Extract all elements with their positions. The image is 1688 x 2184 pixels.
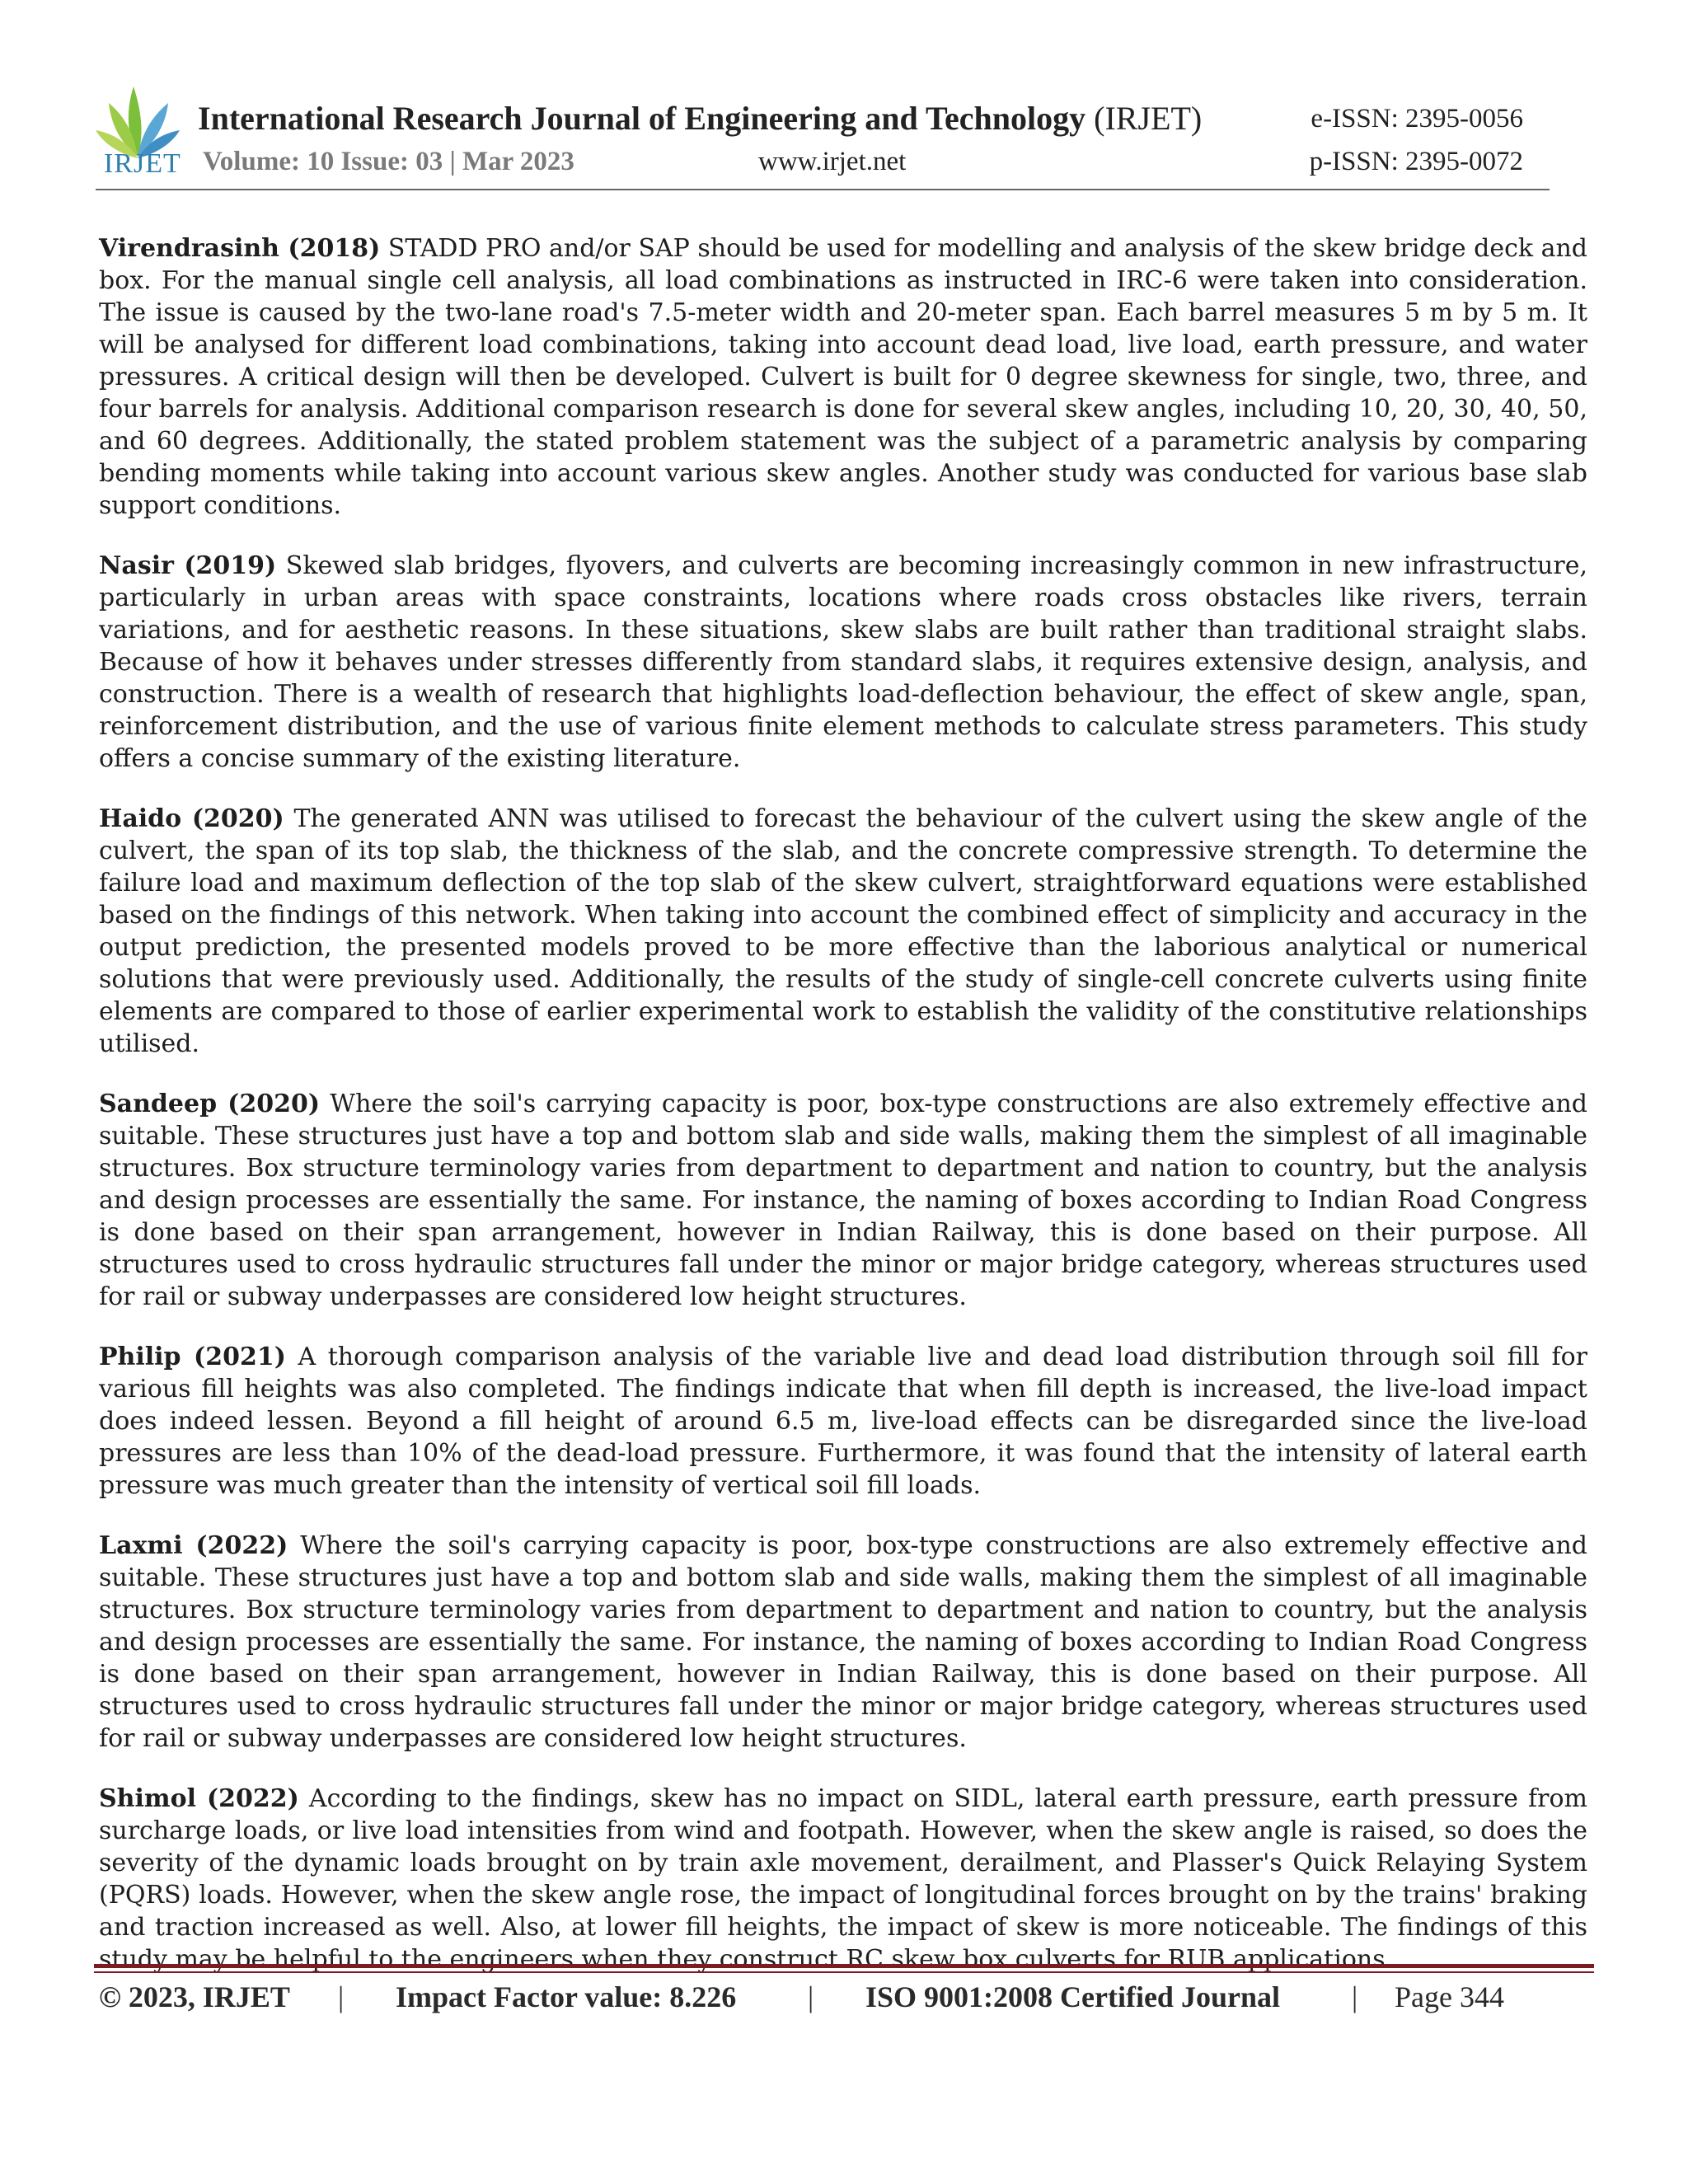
footer-separator: | bbox=[808, 1980, 814, 2013]
paragraph-text: A thorough comparison analysis of the variable live and dead load distribution through soil fill for various fill heights was also completed. The findings indicate that when fill depth is increased, the live-load impact does indeed lessen. Beyond a fill height of around 6.5 m, live-load effects can be disregarded since the live-load pressures are less than 10% of the dead-load pressure. Furthermore, it was found that the intensity of lateral earth pressure was much greater than the intensity of vertical soil fill loads. bbox=[99, 1343, 1588, 1500]
paragraph-nasir bbox=[99, 550, 1587, 775]
paragraph-haido bbox=[99, 803, 1587, 1060]
paragraph-virendrasinh bbox=[99, 232, 1587, 522]
article-body bbox=[99, 232, 1587, 2004]
paragraph-laxmi bbox=[99, 1530, 1587, 1755]
paragraph-text: Skewed slab bridges, flyovers, and culverts are becoming increasingly common in new infrastructure, particularly in urban areas with space constraints, locations where roads cross obstacles like rivers, terrain variations, and for aesthetic reasons. In these situations, skew slabs are built rather than traditional straight slabs. Because of how it behaves under stresses differently from standard slabs, it requires extensive design, analysis, and construction. There is a wealth of research that highlights load-deflection behaviour, the effect of skew angle, span, reinforcement distribution, and the use of various finite element methods to calculate stress parameters. This study offers a concise summary of the existing literature. bbox=[99, 551, 1588, 773]
volume-issue: Volume: 10 Issue: 03 | Mar 2023 bbox=[203, 147, 574, 176]
paragraph-text: The generated ANN was utilised to forecast the behaviour of the culvert using the skew angle of the culvert, the span of its top slab, the thickness of the slab, and the concrete compressive strength. To determine the failure load and maximum deflection of the top slab of the skew culvert, straightforward equations were established based on the findings of this network. When taking into account the combined effect of simplicity and accuracy in the output prediction, the presented models proved to be more effective than the laborious analytical or numerical solutions that were previously used. Additionally, the results of the study of single-cell concrete culverts using finite elements are compared to those of earlier experimental work to establish the validity of the constitutive relationships utilised. bbox=[99, 804, 1588, 1058]
footer-impact-factor: Impact Factor value: 8.226 bbox=[396, 1980, 737, 2013]
website-link[interactable]: www.irjet.net bbox=[758, 147, 907, 176]
paragraph-philip bbox=[99, 1341, 1587, 1502]
footer-page-number: Page 344 bbox=[1395, 1980, 1504, 2013]
footer-iso: ISO 9001:2008 Certified Journal bbox=[865, 1980, 1280, 2013]
footer-separator: | bbox=[1352, 1980, 1358, 2013]
logo-text: IRJET bbox=[104, 148, 181, 179]
paragraph-shimol bbox=[99, 1783, 1587, 1975]
page-footer bbox=[99, 1980, 1582, 2021]
journal-name: International Research Journal of Engineering and Technology bbox=[198, 100, 1086, 137]
footer-copyright: © 2023, IRJET bbox=[99, 1980, 290, 2013]
journal-title bbox=[198, 99, 1202, 138]
footer-divider-thick bbox=[94, 1964, 1594, 1968]
footer-divider-thin bbox=[94, 1971, 1594, 1973]
citation-ref: Haido (2020) bbox=[99, 804, 284, 833]
paragraph-text: STADD PRO and/or SAP should be used for modelling and analysis of the skew bridge deck and box. For the manual single cell analysis, all load combinations as instructed in IRC-6 were taken into consideration. The issue is caused by the two-lane road's 7.5-meter width and 20-meter span. Each barrel measures 5 m by 5 m. It will be analysed for different load combinations, taking into account dead load, live load, earth pressure, and water pressures. A critical design will then be developed. Culvert is built for 0 degree skewness for single, two, three, and four barrels for analysis. Additional comparison research is done for several skew angles, including 10, 20, 30, 40, 50, and 60 degrees. Additionally, the stated problem statement was the subject of a parametric analysis by comparing bending moments while taking into account various skew angles. Another study was conducted for various base slab support conditions. bbox=[99, 234, 1588, 520]
citation-ref: Philip (2021) bbox=[99, 1343, 286, 1371]
citation-ref: Laxmi (2022) bbox=[99, 1531, 288, 1560]
journal-abbr: (IRJET) bbox=[1094, 100, 1203, 137]
citation-ref: Shimol (2022) bbox=[99, 1784, 299, 1813]
paragraph-sandeep bbox=[99, 1088, 1587, 1313]
footer-separator: | bbox=[338, 1980, 345, 2013]
citation-ref: Virendrasinh (2018) bbox=[99, 234, 381, 263]
header-divider bbox=[96, 189, 1550, 190]
pissn: p-ISSN: 2395-0072 bbox=[1309, 147, 1523, 176]
eissn: e-ISSN: 2395-0056 bbox=[1311, 104, 1523, 134]
paragraph-text: Where the soil's carrying capacity is poor, box-type constructions are also extremely effective and suitable. These structures just have a top and bottom slab and side walls, making them the simplest of all imaginable structures. Box structure terminology varies from department to department and nation to country, but the analysis and design processes are essentially the same. For instance, the naming of boxes according to Indian Road Congress is done based on their span arrangement, however in Indian Railway, this is done based on their purpose. All structures used to cross hydraulic structures fall under the minor or major bridge category, whereas structures used for rail or subway underpasses are considered low height structures. bbox=[99, 1531, 1587, 1753]
paragraph-text: According to the findings, skew has no impact on SIDL, lateral earth pressure, earth pressure from surcharge loads, or live load intensities from wind and footpath. However, when the skew angle is raised, so does the severity of the dynamic loads brought on by train axle movement, derailment, and Plasser's Quick Relaying System (PQRS) loads. However, when the skew angle rose, the impact of longitudinal forces brought on by the trains' braking and traction increased as well. Also, at lower fill heights, the impact of skew is more noticeable. The findings of this study may be helpful to the engineers when they construct RC skew box culverts for RUB applications. bbox=[99, 1784, 1587, 1974]
citation-ref: Nasir (2019) bbox=[99, 551, 277, 580]
citation-ref: Sandeep (2020) bbox=[99, 1090, 321, 1118]
paragraph-text: Where the soil's carrying capacity is poor, box-type constructions are also extremely effective and suitable. These structures just have a top and bottom slab and side walls, making them the simplest of all imaginable structures. Box structure terminology varies from department to department and nation to country, but the analysis and design processes are essentially the same. For instance, the naming of boxes according to Indian Road Congress is done based on their span arrangement, however in Indian Railway, this is done based on their purpose. All structures used to cross hydraulic structures fall under the minor or major bridge category, whereas structures used for rail or subway underpasses are considered low height structures. bbox=[99, 1090, 1587, 1311]
